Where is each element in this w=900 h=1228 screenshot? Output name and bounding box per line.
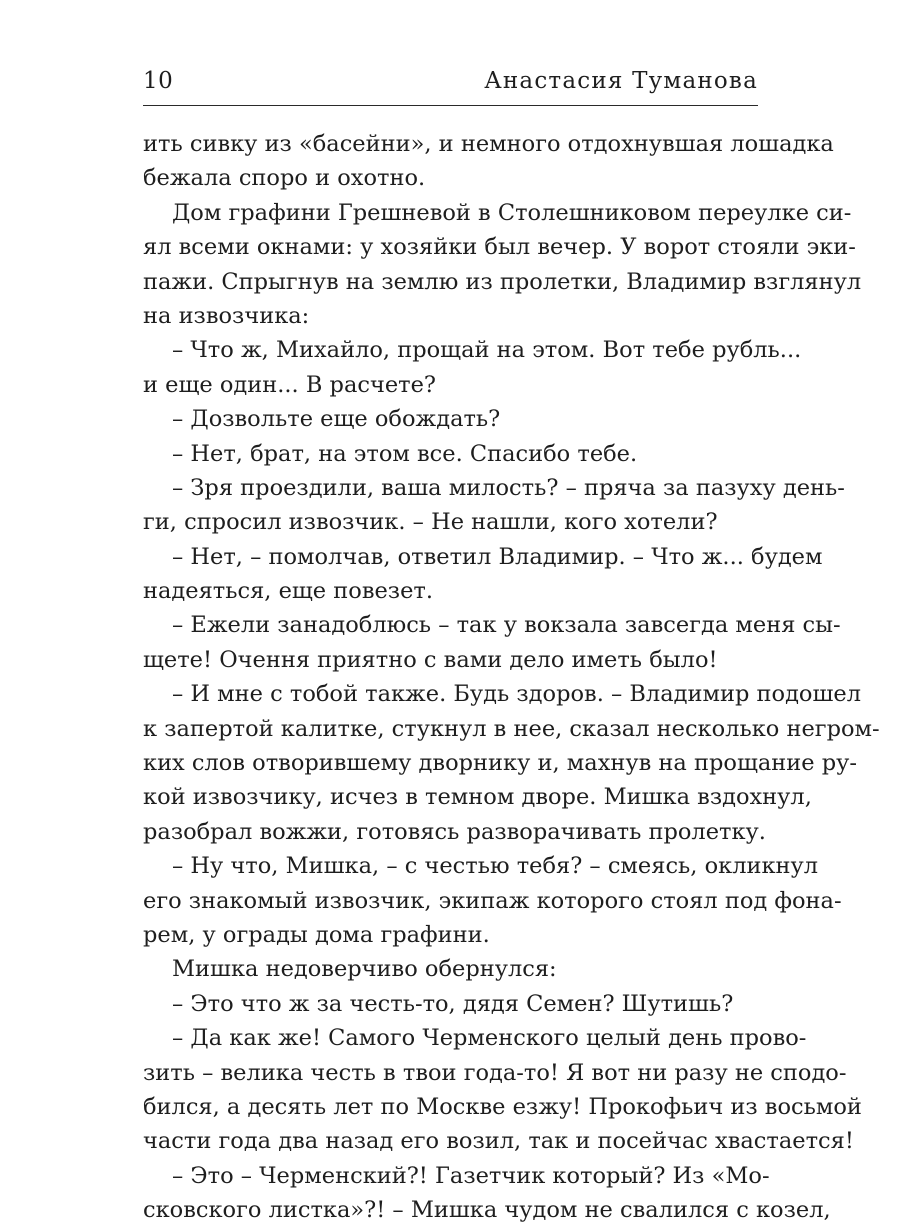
text-line: Мишка недоверчиво обернулся:: [172, 956, 557, 983]
text-line: ить сивку из «басейни», и немного отдохнувшая лошадка: [143, 131, 834, 157]
text-line: разобрал вожжи, готовясь разворачивать пролетку.: [143, 818, 766, 845]
text-line: бился, а десять лет по Москве езжу! Прокофьич из восьмой: [143, 1093, 862, 1120]
text-line: бежала споро и охотно.: [143, 165, 426, 192]
running-header: [143, 64, 758, 102]
text-line: на извозчика:: [143, 302, 310, 329]
text-line: кой извозчику, исчез в темном дворе. Мишка вздохнул,: [143, 784, 812, 811]
text-line: сковского листка»?! – Мишка чудом не свалился с козел,: [143, 1197, 831, 1224]
text-line: рем, у ограды дома графини.: [143, 921, 490, 948]
text-line: части года два назад его возил, так и посейчас хвастается!: [143, 1128, 854, 1155]
text-line: ких слов отворившему дворнику и, махнув на прощание ру-: [143, 750, 857, 777]
page-number: 10: [143, 68, 174, 94]
text-line: его знакомый извозчик, экипаж которого стоял под фона-: [143, 887, 842, 914]
author-name: Анастасия Туманова: [484, 68, 758, 94]
body-text: [143, 127, 880, 1228]
text-line: зить – велика честь в твои года-то! Я вот ни разу не сподо-: [143, 1059, 847, 1086]
header-divider: [143, 105, 758, 106]
text-line: щете! Очення приятно с вами дело иметь было!: [143, 646, 718, 673]
text-line: к запертой калитке, стукнул в нее, сказал несколько негром-: [143, 715, 880, 742]
text-line: ги, спросил извозчик. – Не нашли, кого хотели?: [143, 509, 718, 536]
text-line: – И мне с тобой также. Будь здоров. – Владимир подошел: [172, 681, 862, 708]
text-line: – Это что ж за честь-то, дядя Семен? Шутишь?: [172, 990, 734, 1017]
text-line: пажи. Спрыгнув на землю из пролетки, Владимир взглянул: [143, 268, 862, 295]
text-line: – Нет, брат, на этом все. Спасибо тебе.: [172, 440, 638, 467]
text-line: – Да как же! Самого Черменского целый день прово-: [172, 1025, 807, 1052]
text-line: – Ежели занадоблюсь – так у вокзала завсегда меня сы-: [172, 612, 841, 639]
text-line: – Дозвольте еще обождать?: [172, 406, 501, 433]
text-line: – Что ж, Михайло, прощай на этом. Вот тебе рубль...: [172, 337, 802, 364]
text-line: Дом графини Грешневой в Столешниковом переулке си-: [172, 199, 852, 226]
text-line: и еще один... В расчете?: [143, 371, 436, 398]
text-line: – Это – Черменский?! Газетчик который? Из «Мо-: [172, 1162, 770, 1189]
text-line: надеяться, еще повезет.: [143, 578, 433, 605]
text-line: – Нет, – помолчав, ответил Владимир. – Что ж... будем: [172, 543, 823, 570]
text-line: ял всеми окнами: у хозяйки был вечер. У ворот стояли эки-: [143, 234, 856, 261]
text-line: – Ну что, Мишка, – с честью тебя? – смеясь, окликнул: [172, 853, 819, 880]
text-line: – Зря проездили, ваша милость? – пряча за пазуху день-: [172, 474, 845, 501]
